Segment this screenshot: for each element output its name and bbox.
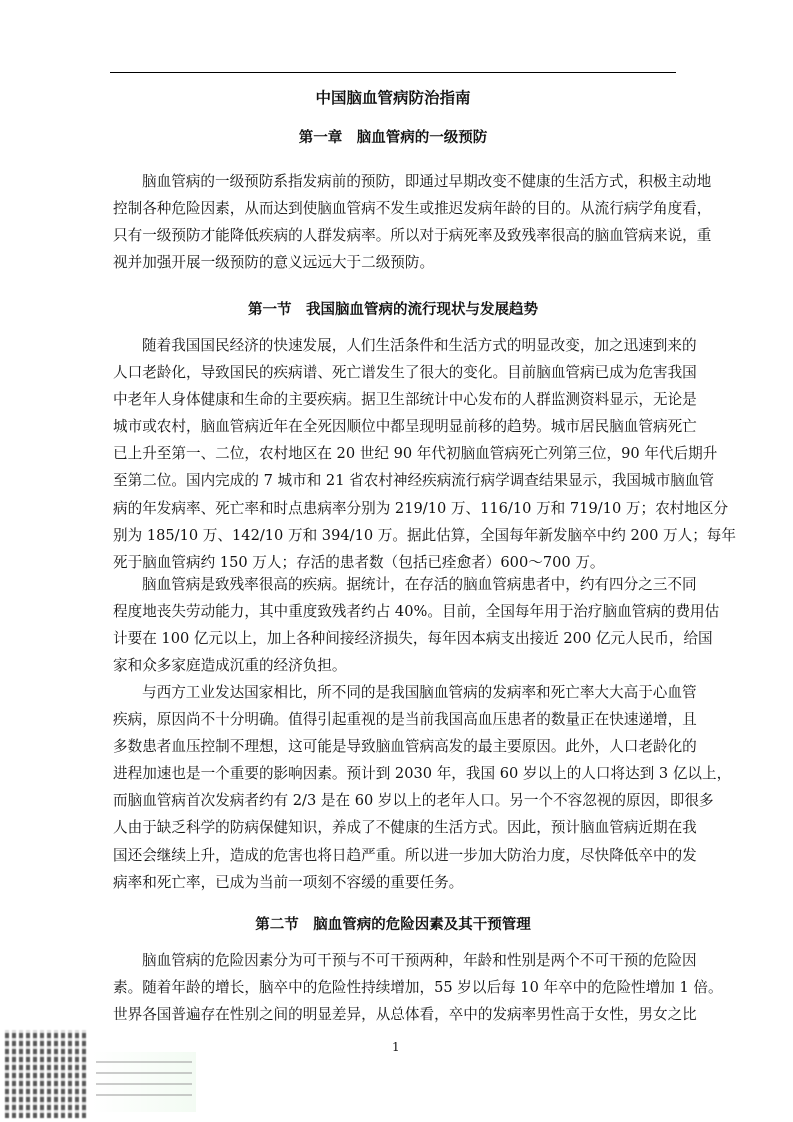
section-heading: 第一节 我国脑血管病的流行现状与发展趋势: [248, 302, 538, 318]
paragraph-line: 随着我国国民经济的快速发展，人们生活条件和生活方式的明显改变，加之迅速到来的: [142, 337, 697, 354]
paragraph-line: 死于脑血管病约 150 万人；存活的患者数（包括已痊愈者）600～700 万。: [113, 553, 605, 571]
paragraph-line: 病的年发病率、死亡率和时点患病率分别为 219/10 万、116/10 万和 719/10 万；农村地区分: [113, 499, 729, 517]
section-heading: 第二节 脑血管病的危险因素及其干预管理: [255, 917, 531, 933]
qr-code-watermark: [5, 1030, 89, 1118]
paragraph-line: 中老年人身体健康和生命的主要疾病。据卫生部统计中心发布的人群监测资料显示，无论是: [113, 391, 697, 409]
paragraph-line: 控制各种危险因素，从而达到使脑血管病不发生或推迟发病年龄的目的。从流行病学角度看，: [113, 200, 712, 218]
paragraph-line: 家和众多家庭造成沉重的经济负担。: [113, 657, 347, 675]
paragraph-line: 别为 185/10 万、142/10 万和 394/10 万。据此估算，全国每年新发脑卒中约 200 万人；每年: [113, 526, 736, 544]
paragraph: [113, 571, 720, 679]
paragraph-line: 计要在 100 亿元以上，加上各种间接经济损失，每年因本病支出接近 200 亿元人民币，给国: [113, 630, 713, 648]
paragraph-line: 多数患者血压控制不理想，这可能是导致脑血管病高发的最主要原因。此外，人口老龄化的: [113, 738, 697, 756]
page-number: 1: [392, 1040, 400, 1054]
paragraph-line: 进程加速也是一个重要的影响因素。预计到 2030 年，我国 60 岁以上的人口将达到 3 亿以上，: [113, 765, 732, 783]
paragraph-line: 国还会继续上升，造成的危害也将日趋严重。所以进一步加大防治力度，尽快降低卒中的发: [113, 846, 697, 864]
paragraph: [113, 679, 732, 896]
paragraph-line: 视并加强开展一级预防的意义远远大于二级预防。: [113, 254, 435, 272]
paragraph-line: 脑血管病的一级预防系指发病前的预防，即通过早期改变不健康的生活方式，积极主动地: [142, 173, 712, 190]
chapter-heading: 第一章 脑血管病的一级预防: [298, 130, 488, 146]
paragraph-line: 与西方工业发达国家相比，所不同的是我国脑血管病的发病率和死亡率大大高于心血管: [142, 684, 697, 701]
header-rule: [110, 72, 676, 73]
paragraph-line: 已上升至第一、二位，农村地区在 20 世纪 90 年代初脑血管病死亡列第三位，90 年代后期升: [113, 445, 718, 463]
paragraph-line: 程度地丧失劳动能力，其中重度致残者约占 40%。目前，全国每年用于治疗脑血管病的费用估: [113, 603, 720, 621]
paragraph-line: 脑血管病的危险因素分为可干预与不可干预两种，年龄和性别是两个不可干预的危险因: [142, 952, 697, 969]
paragraph: [113, 947, 723, 1028]
paragraph-line: 而脑血管病首次发病者约有 2/3 是在 60 岁以上的老年人口。另一个不容忽视的原因，即很多: [113, 792, 714, 810]
paragraph: [113, 332, 736, 576]
paragraph-line: 至第二位。国内完成的 7 城市和 21 省农村神经疾病流行病学调查结果显示，我国城市脑血管: [113, 472, 714, 490]
paragraph-line: 脑血管病是致残率很高的疾病。据统计，在存活的脑血管病患者中，约有四分之三不同: [142, 576, 697, 593]
watermark-text-block: [92, 1052, 196, 1112]
paragraph-line: 素。随着年龄的增长，脑卒中的危险性持续增加，55 岁以后每 10 年卒中的危险性增加 1 倍。: [113, 979, 723, 997]
document-title: 中国脑血管病防治指南: [315, 89, 471, 107]
paragraph: [113, 168, 712, 276]
paragraph-line: 只有一级预防才能降低疾病的人群发病率。所以对于病死率及致残率很高的脑血管病来说，重: [113, 227, 712, 245]
paragraph-line: 世界各国普遍存在性别之间的明显差异，从总体看，卒中的发病率男性高于女性，男女之比: [113, 1006, 697, 1024]
paragraph-line: 病率和死亡率，已成为当前一项刻不容缓的重要任务。: [113, 873, 464, 891]
paragraph-line: 人口老龄化，导致国民的疾病谱、死亡谱发生了很大的变化。目前脑血管病已成为危害我国: [113, 364, 697, 382]
paragraph-line: 人由于缺乏科学的防病保健知识，养成了不健康的生活方式。因此，预计脑血管病近期在我: [113, 819, 697, 837]
paragraph-line: 疾病，原因尚不十分明确。值得引起重视的是当前我国高血压患者的数量正在快速递增，且: [113, 711, 697, 729]
paragraph-line: 城市或农村，脑血管病近年在全死因顺位中都呈现明显前移的趋势。城市居民脑血管病死亡: [113, 418, 697, 436]
